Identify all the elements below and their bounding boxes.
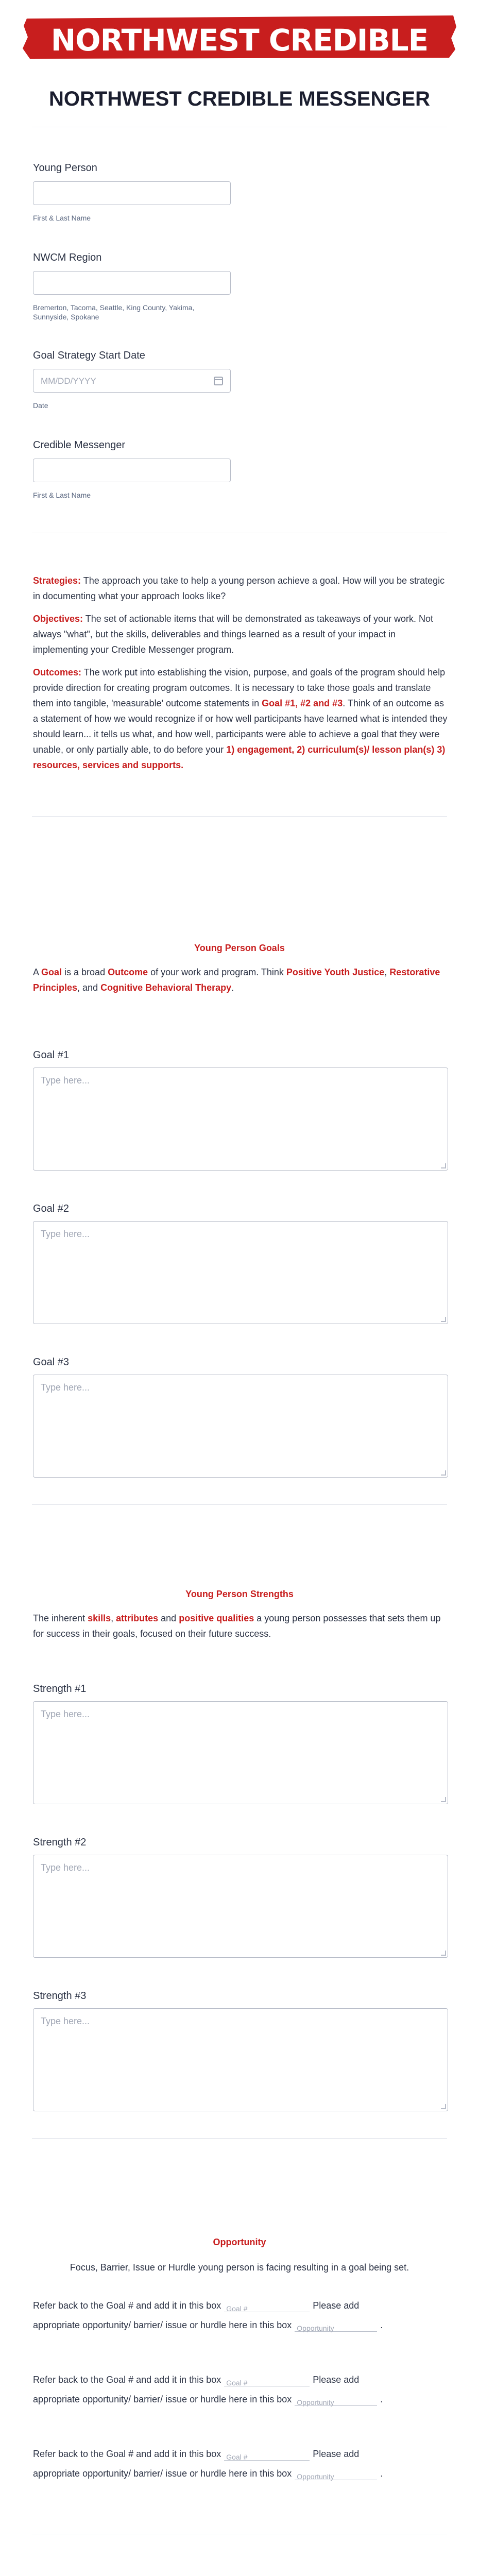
outcomes-goals: Goal #1, #2 and #3 xyxy=(262,698,343,708)
row-text: . xyxy=(380,2468,383,2479)
objectives-term: Objectives: xyxy=(33,614,83,624)
goal-number-blank[interactable] xyxy=(224,2301,310,2312)
strengths-intro xyxy=(33,1611,451,1641)
strength-3-label: Strength #3 xyxy=(33,1990,87,2002)
young-person-input[interactable] xyxy=(33,181,231,205)
row-text: Refer back to the Goal # and add it in this box xyxy=(33,2375,221,2385)
opportunity-blank[interactable] xyxy=(295,2320,377,2332)
messenger-label: Credible Messenger xyxy=(33,439,125,451)
strength-2-textarea[interactable] xyxy=(33,1855,448,1958)
goals-intro-text: A xyxy=(33,967,42,977)
row-text: Please add xyxy=(313,2449,360,2459)
strategies-term: Strategies: xyxy=(33,575,81,586)
logo-text: NORTHWEST CREDIBLE MESSENGER xyxy=(50,23,429,89)
goals-title: Young Person Goals xyxy=(194,943,285,953)
strengths-intro-text: The inherent xyxy=(33,1613,88,1623)
strategies-text: The approach you take to help a young person achieve a goal. How will you be strategic in documenting what your approach looks like? xyxy=(33,575,445,601)
row-text: Please add xyxy=(313,2375,360,2385)
goal-3-label: Goal #3 xyxy=(33,1357,70,1368)
page-title: NORTHWEST CREDIBLE MESSENGER xyxy=(48,88,431,110)
goals-intro-text: . xyxy=(231,982,234,993)
opportunity-row-1 xyxy=(33,2299,359,2312)
opportunity-title: Opportunity xyxy=(213,2237,266,2247)
opportunity-blank[interactable] xyxy=(295,2395,377,2406)
strengths-title: Young Person Strengths xyxy=(185,1589,294,1599)
goals-intro-text: , and xyxy=(77,982,101,993)
row-text: appropriate opportunity/ barrier/ issue or hurdle here in this box xyxy=(33,2468,292,2479)
logo-container xyxy=(0,11,479,89)
goal-1-placeholder: Type here... xyxy=(41,1075,90,1086)
goals-intro-outcome: Outcome xyxy=(108,967,148,977)
row-text: appropriate opportunity/ barrier/ issue or hurdle here in this box xyxy=(33,2320,292,2330)
outcomes-text-1: The work put into establishing the vision, purpose, and goals of the program should help provide direction for creating program outcomes. It is necessary to take those goals and translate them into tangible, 'measurable' outcome statements in xyxy=(33,667,446,708)
goals-intro-pyj: Positive Youth Justice xyxy=(286,967,385,977)
messenger-sublabel: First & Last Name xyxy=(33,491,91,499)
blank-placeholder: Goal # xyxy=(226,2304,248,2313)
start-date-label: Goal Strategy Start Date xyxy=(33,350,145,361)
strength-2-label: Strength #2 xyxy=(33,1837,87,1848)
goal-2-label: Goal #2 xyxy=(33,1203,70,1214)
outcomes-list: 1) engagement, 2) curriculum(s)/ lesson plan(s) 3) resources, services and supports. xyxy=(33,744,446,770)
outcomes-term: Outcomes: xyxy=(33,667,82,677)
goal-number-blank[interactable] xyxy=(224,2375,310,2386)
brand-logo xyxy=(21,11,458,89)
resize-handle-icon[interactable] xyxy=(441,2104,446,2109)
resize-handle-icon[interactable] xyxy=(441,1470,446,1476)
goals-intro-text: of your work and program. Think xyxy=(148,967,286,977)
opportunity-row-3 xyxy=(33,2447,359,2461)
strengths-intro-text: , xyxy=(111,1613,116,1623)
young-person-label: Young Person xyxy=(33,162,97,174)
calendar-icon[interactable] xyxy=(214,377,223,385)
row-text: Refer back to the Goal # and add it in this box xyxy=(33,2449,221,2459)
goal-3-textarea[interactable] xyxy=(33,1375,448,1478)
blank-placeholder: Opportunity xyxy=(297,2472,334,2481)
start-date-input[interactable] xyxy=(33,369,231,393)
resize-handle-icon[interactable] xyxy=(441,1797,446,1802)
strengths-intro-text: a young person possesses that sets them up for success in their goals, focused on their future success. xyxy=(33,1613,441,1639)
strength-2-placeholder: Type here... xyxy=(41,1862,90,1873)
goals-intro xyxy=(33,964,451,995)
goal-1-label: Goal #1 xyxy=(33,1049,70,1061)
objectives-text: The set of actionable items that will be demonstrated as takeaways of your work. Not always "what", but the skills, deliverables and things learned as a result of your impact in implementing your Credible Messenger program. xyxy=(33,614,434,655)
resize-handle-icon[interactable] xyxy=(441,1951,446,1956)
region-input[interactable] xyxy=(33,271,231,295)
resize-handle-icon[interactable] xyxy=(441,1163,446,1168)
divider xyxy=(32,1504,447,1505)
blank-placeholder: Opportunity xyxy=(297,2398,334,2406)
row-text: . xyxy=(380,2394,383,2404)
blank-placeholder: Opportunity xyxy=(297,2324,334,2332)
opportunity-intro: Focus, Barrier, Issue or Hurdle young person is facing resulting in a goal being set. xyxy=(70,2262,409,2273)
goal-1-textarea[interactable] xyxy=(33,1067,448,1171)
divider xyxy=(32,816,447,817)
goal-3-placeholder: Type here... xyxy=(41,1382,90,1393)
strength-1-label: Strength #1 xyxy=(33,1683,87,1694)
strength-3-placeholder: Type here... xyxy=(41,2016,90,2026)
strength-3-textarea[interactable] xyxy=(33,2008,448,2111)
goals-intro-goal: Goal xyxy=(41,967,62,977)
strength-1-textarea[interactable] xyxy=(33,1701,448,1804)
start-date-sublabel: Date xyxy=(33,401,48,410)
strengths-intro-text: and xyxy=(158,1613,179,1623)
row-text: appropriate opportunity/ barrier/ issue or hurdle here in this box xyxy=(33,2394,292,2404)
outcomes-text-2: . Think of an outcome as a statement of how we would recognize if or how well participants have learned what is intended they should learn... it tells us what, and how well, participants were able to achieve a goal that they were unable, or only partially able, to do before your xyxy=(33,698,448,755)
region-sublabel: Bremerton, Tacoma, Seattle, King County, Yakima, Sunnyside, Spokane xyxy=(33,303,195,321)
goals-intro-cbt: Cognitive Behavioral Therapy xyxy=(100,982,232,993)
row-text: Refer back to the Goal # and add it in this box xyxy=(33,2300,221,2311)
messenger-input[interactable] xyxy=(33,459,231,482)
goal-2-placeholder: Type here... xyxy=(41,1229,90,1239)
goals-intro-text: , xyxy=(384,967,390,977)
objectives-definition xyxy=(33,611,451,657)
blank-placeholder: Goal # xyxy=(226,2379,248,2387)
strength-1-placeholder: Type here... xyxy=(41,1709,90,1719)
resize-handle-icon[interactable] xyxy=(441,1317,446,1322)
blank-placeholder: Goal # xyxy=(226,2453,248,2461)
goal-number-blank[interactable] xyxy=(224,2449,310,2461)
opportunity-row-3b xyxy=(33,2467,383,2480)
row-text: . xyxy=(380,2320,383,2330)
strengths-intro-attributes: attributes xyxy=(116,1613,159,1623)
opportunity-row-2b xyxy=(33,2393,383,2406)
strengths-intro-qualities: positive qualities xyxy=(179,1613,254,1623)
opportunity-blank[interactable] xyxy=(295,2469,377,2480)
goals-intro-rp: Restorative Principles xyxy=(33,967,440,993)
goals-intro-text: is a broad xyxy=(62,967,108,977)
young-person-sublabel: First & Last Name xyxy=(33,214,91,222)
start-date-placeholder: MM/DD/YYYY xyxy=(41,376,96,386)
strengths-intro-skills: skills xyxy=(88,1613,111,1623)
strategies-definition xyxy=(33,573,451,604)
opportunity-row-2 xyxy=(33,2373,359,2386)
outcomes-definition xyxy=(33,665,451,773)
goal-2-textarea[interactable] xyxy=(33,1221,448,1324)
opportunity-row-1b xyxy=(33,2318,383,2332)
row-text: Please add xyxy=(313,2300,360,2311)
divider xyxy=(32,2138,447,2139)
region-label: NWCM Region xyxy=(33,252,102,263)
